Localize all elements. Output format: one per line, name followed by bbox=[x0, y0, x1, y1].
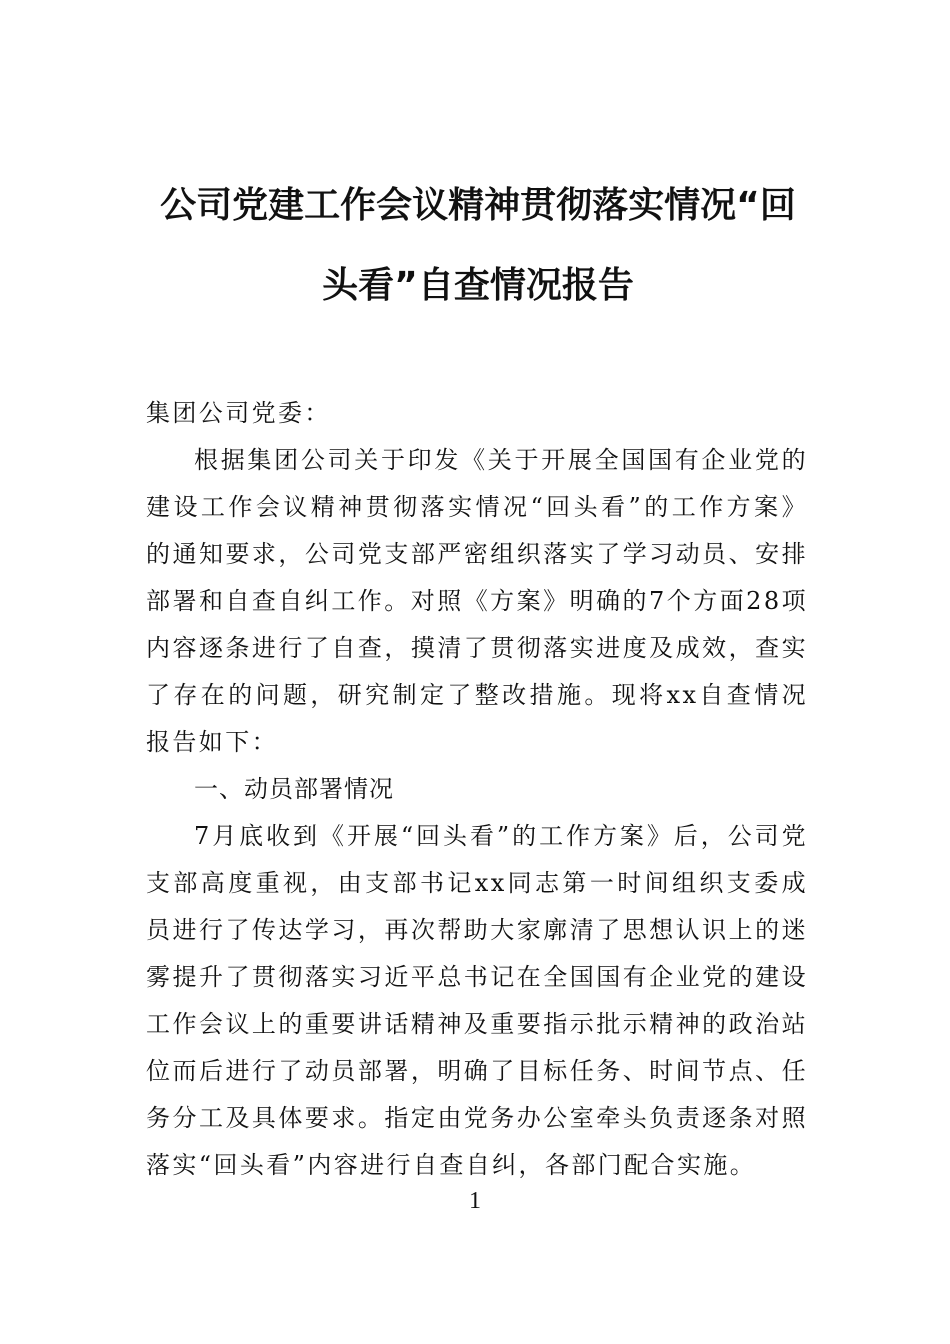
paragraph-mobilization: 7月底收到《开展“回头看”的工作方案》后，公司党支部高度重视，由支部书记xx同志第一时间组织支委成员进行了传达学习，再次帮助大家廓清了思想认识上的迷雾提升了贯彻落实习近平总书记在全国国有企业党的建设工作会议上的重要讲话精神及重要指示批示精神的政治站位而后进行了动员部署，明确了目标任务、时间节点、任务分工及具体要求。指定由党务办公室牵头负责逐条对照落实“回头看”内容进行自查自纠，各部门配合实施。 bbox=[146, 822, 808, 1179]
document-body bbox=[146, 390, 808, 1189]
section-heading: 一、动员部署情况 bbox=[194, 775, 394, 803]
title-line-2: 头看”自查情况报告 bbox=[322, 265, 634, 306]
paragraph-intro: 根据集团公司关于印发《关于开展全国国有企业党的建设工作会议精神贯彻落实情况“回头看”的工作方案》的通知要求，公司党支部严密组织落实了学习动员、安排部署和自查自纠工作。对照《方案》明确的7个方面28项内容逐条进行了自查，摸清了贯彻落实进度及成效，查实了存在的问题，研究制定了整改措施。现将xx自查情况报告如下： bbox=[146, 446, 808, 756]
salutation: 集团公司党委： bbox=[146, 399, 331, 427]
page-number: 1 bbox=[469, 1188, 481, 1214]
document-title bbox=[148, 166, 808, 326]
title-line-1: 公司党建工作会议精神贯彻落实情况“回 bbox=[160, 185, 796, 226]
